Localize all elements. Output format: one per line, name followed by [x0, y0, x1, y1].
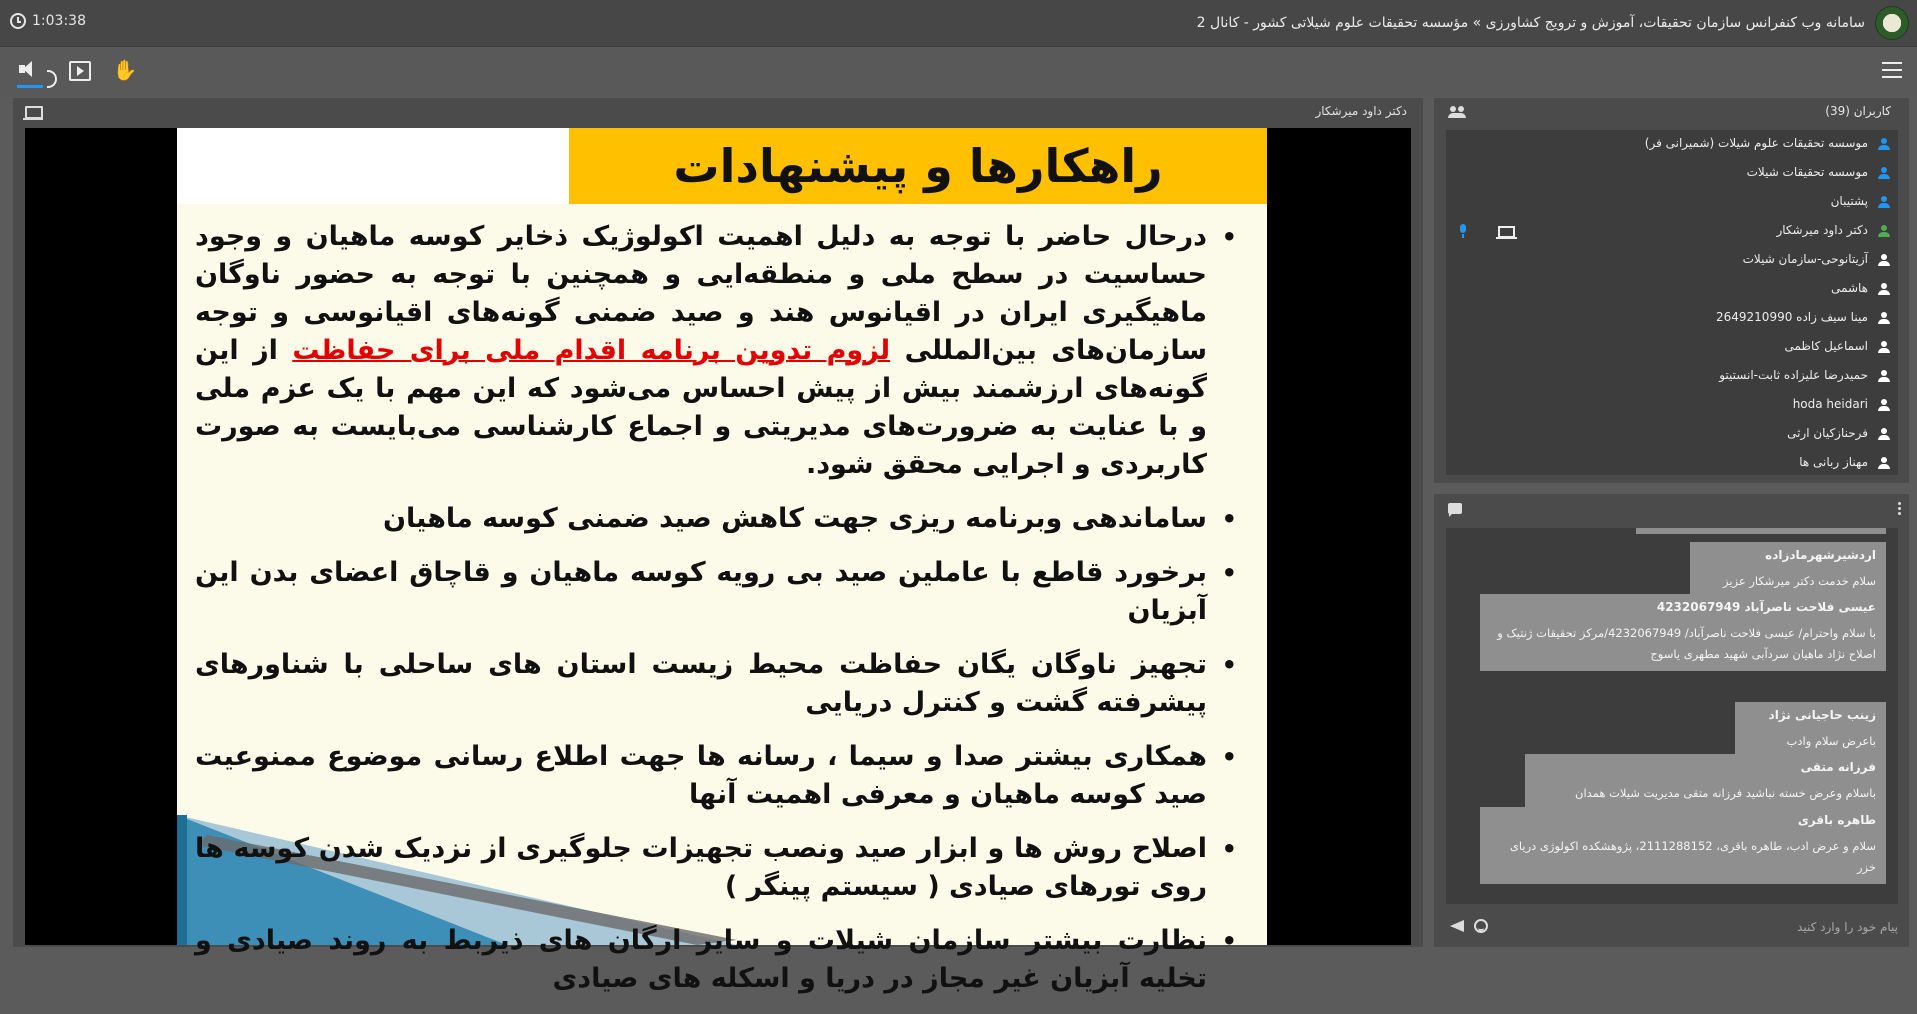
chat-text: باسلام وعرض خسته نباشید فرزانه متقی مدیریت شیلات همدان — [1575, 786, 1876, 800]
slide-bullet: • همکاری بیشتر صدا و سیما ، رسانه ها جهت اطلاع رسانی موضوع ممنوعیت صید کوسه ماهیان و معرفی اهمیت آنها — [195, 738, 1207, 814]
user-row[interactable] — [1446, 246, 1898, 275]
user-row[interactable] — [1446, 188, 1898, 217]
user-name: هاشمی — [1831, 281, 1868, 295]
chat-input-row — [1434, 912, 1909, 942]
presenter-name: دکتر داود میرشکار — [1315, 104, 1407, 118]
user-name: حمیدرضا علیزاده ثابت-انستیتو — [1719, 368, 1868, 382]
user-row[interactable] — [1446, 362, 1898, 391]
user-name: آزیتانوحی-سازمان شیلات — [1742, 252, 1868, 266]
slide-title: راهکارها و پیشنهادات — [673, 139, 1163, 193]
user-row[interactable] — [1446, 449, 1898, 478]
slide-bullet: • اصلاح روش ها و ابزار صید ونصب تجهیزات جلوگیری از نزدیک شدن کوسه ها روی تورهای صیادی ( سیستم پینگر ) — [195, 830, 1207, 906]
user-row[interactable] — [1446, 333, 1898, 362]
chat-sender: فرزانه متقی — [1800, 760, 1876, 774]
user-name: موسسه تحقیقات شیلات — [1746, 165, 1868, 179]
slide-bullet: • نظارت بیشتر سازمان شیلات و سایر ارگان های ذیربط به روند صیادی و تخلیه آبزیان غیر مجاز در دریا و اسکله های صیادی — [195, 922, 1207, 998]
chat-sender: اردشیرشهرمادزاده — [1765, 548, 1876, 562]
screen-share-icon — [1498, 226, 1515, 238]
user-row[interactable] — [1446, 420, 1898, 449]
chat-sender: زینب حاجیانی نژاد — [1768, 708, 1876, 722]
microphone-icon — [1460, 224, 1466, 233]
toolbar — [0, 47, 1917, 97]
chat-message — [1480, 594, 1886, 671]
title-bar — [0, 0, 1917, 47]
chat-panel — [1434, 494, 1909, 947]
user-row[interactable] — [1446, 159, 1898, 188]
user-icon — [1878, 283, 1890, 295]
clock-icon — [10, 13, 26, 29]
chat-message-list[interactable] — [1446, 528, 1898, 904]
presentation-header — [13, 98, 1423, 124]
user-name: موسسه تحقیقات علوم شیلات (شمیرانی فر) — [1644, 136, 1868, 150]
emoji-icon[interactable] — [1474, 919, 1488, 933]
user-icon — [1878, 399, 1890, 411]
raise-hand-icon[interactable]: ✋ — [112, 58, 138, 82]
timer-text: 1:03:38 — [32, 13, 86, 29]
slide-viewport — [25, 128, 1411, 994]
page-title: سامانه وب کنفرانس سازمان تحقیقات، آموزش و ترویج کشاورزی » مؤسسه تحقیقات علوم شیلاتی کشور - کانال 2 — [1196, 15, 1865, 31]
chat-text: باعرض سلام وادب — [1786, 734, 1876, 748]
slide — [177, 128, 1267, 994]
chat-text: با سلام واحترام/ عیسی فلاحت ناصرآباد/ 4232067949/مرکز تحقیقات ژنتیک و اصلاح نژاد ماهیان سردآبی شهید مطهری یاسوج — [1497, 626, 1876, 661]
chat-text: سلام و عرض ادب، طاهره باقری، 2111288152، پژوهشکده اکولوژی دریای خزر — [1509, 839, 1876, 874]
chat-icon — [1448, 503, 1462, 514]
user-icon — [1878, 341, 1890, 353]
send-icon[interactable] — [1450, 920, 1464, 932]
user-icon — [1878, 428, 1890, 440]
user-icon — [1878, 312, 1890, 324]
user-row[interactable] — [1446, 391, 1898, 420]
slide-bullet: • تجهیز ناوگان یگان حفاظت محیط زیست استان های ساحلی با شناورهای پیشرفته گشت و کنترل دریایی — [195, 646, 1207, 722]
people-icon — [1448, 106, 1466, 118]
presentation-panel — [13, 98, 1423, 994]
chat-message — [1690, 542, 1886, 598]
user-row[interactable] — [1446, 130, 1898, 159]
chat-message — [1525, 754, 1886, 810]
slide-body — [195, 218, 1235, 1014]
presentation-icon[interactable] — [67, 57, 93, 83]
user-row[interactable] — [1446, 304, 1898, 333]
user-row[interactable] — [1446, 275, 1898, 304]
chat-sender: عیسی فلاحت ناصرآباد 4232067949 — [1656, 600, 1876, 614]
more-options-icon[interactable] — [1898, 502, 1901, 514]
highlighted-text: لزوم تدوین برنامه اقدام ملی برای حفاظت — [292, 335, 891, 366]
session-timer — [10, 13, 86, 29]
user-icon — [1878, 138, 1890, 150]
chat-sender: طاهره باقری — [1797, 813, 1876, 827]
user-name: hoda heidari — [1792, 397, 1868, 411]
user-name: مهناز ربانی ها — [1799, 455, 1868, 469]
chat-input[interactable] — [1498, 914, 1900, 940]
user-name: فرحنازکیان ارثی — [1787, 426, 1868, 440]
speaker-icon[interactable] — [17, 57, 43, 83]
slide-bullet: • درحال حاضر با توجه به دلیل اهمیت اکولوژیک ذخایر کوسه ماهیان و وجود حساسیت در سطح ملی و منطقه‌ایی و همچنین با توجه به حضور ناوگان ماهیگیری ایران در اقیانوس هند و صید ضمنی گونه‌های اقیانوسی و توجه سازمان‌های بین‌المللی لزوم تدوین برنامه اقدام ملی برای حفاظت از این گونه‌های ارزشمند بیش از پیش احساس می‌شود که این مهم با یک عزم ملی و با عنایت به ضرورت‌های مدیریتی و اجماع کارشناسی می‌بایست به صورت کاربردی و اجرایی محقق شود. — [195, 218, 1207, 484]
slide-title-bar — [569, 128, 1267, 204]
hamburger-menu-icon[interactable] — [1879, 57, 1905, 83]
organization-logo-icon — [1875, 6, 1909, 40]
user-list[interactable] — [1446, 130, 1898, 475]
screen-share-icon[interactable] — [25, 106, 43, 119]
user-icon — [1878, 225, 1890, 237]
user-name: دکتر داود میرشکار — [1776, 223, 1868, 237]
user-name: مینا سیف زاده 2649210990 — [1716, 310, 1868, 324]
user-icon — [1878, 370, 1890, 382]
user-icon — [1878, 254, 1890, 266]
slide-bullet: • برخورد قاطع با عاملین صید بی رویه کوسه ماهیان و قاچاق اعضای بدن این آبزیان — [195, 554, 1207, 630]
user-name: اسماعیل کاظمی — [1784, 339, 1868, 353]
users-title: کاربران (39) — [1825, 104, 1891, 118]
chat-message — [1480, 807, 1886, 884]
users-panel — [1434, 98, 1909, 483]
chat-text: سلام خدمت دکتر میرشکار عزیز — [1722, 574, 1876, 588]
user-icon — [1878, 196, 1890, 208]
user-name: پشتیبان — [1830, 194, 1868, 208]
user-icon — [1878, 457, 1890, 469]
chat-message — [1735, 702, 1886, 758]
speaker-active-indicator — [17, 85, 43, 88]
user-icon — [1878, 167, 1890, 179]
user-row[interactable] — [1446, 217, 1898, 246]
slide-bullet: • ساماندهی وبرنامه ریزی جهت کاهش صید ضمنی کوسه ماهیان — [195, 500, 1207, 538]
